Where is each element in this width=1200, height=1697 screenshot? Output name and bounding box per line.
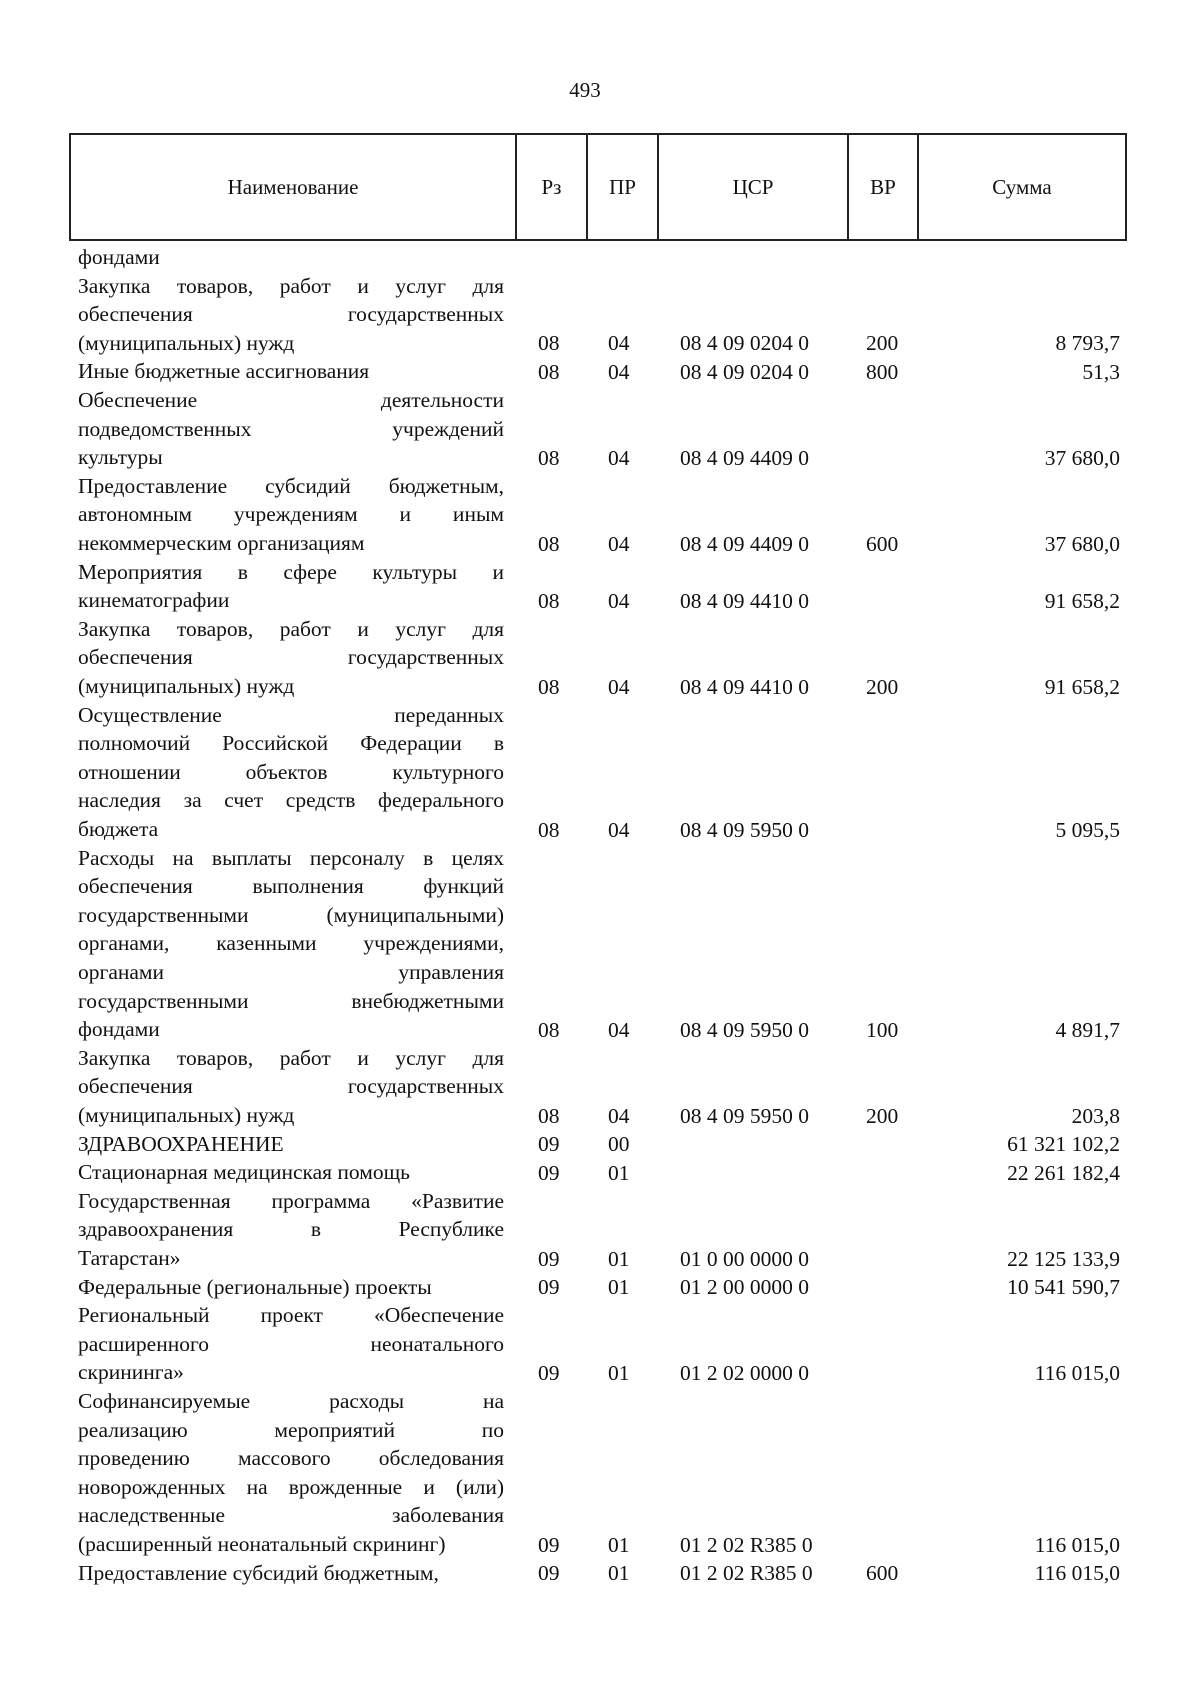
row-name-line: Закупка товаров, работ и услуг для <box>78 616 504 641</box>
row-rz: 09 <box>538 1275 560 1300</box>
row-vr: 200 <box>866 1103 899 1128</box>
table-row <box>0 386 1200 472</box>
row-sum: 61 321 102,2 <box>1007 1132 1120 1157</box>
table-row <box>0 1559 1200 1588</box>
header-pr: ПР <box>588 135 659 239</box>
row-name-line: Государственная программа «Развитие <box>78 1188 504 1213</box>
row-name <box>78 1387 504 1559</box>
row-name-line: наследственные заболевания <box>78 1503 504 1528</box>
table-row <box>0 701 1200 844</box>
table-row <box>0 1387 1200 1559</box>
row-pr: 04 <box>608 588 630 613</box>
row-name <box>78 1187 504 1273</box>
row-vr: 600 <box>866 531 899 556</box>
row-name <box>78 1130 504 1159</box>
row-vr: 200 <box>866 331 899 356</box>
table-row <box>0 1273 1200 1302</box>
row-name-line: Осуществление переданных <box>78 702 504 727</box>
row-name-line: автономным учреждениям и иным <box>78 502 504 527</box>
row-name-line: расширенного неонатального <box>78 1331 504 1356</box>
header-vr: ВР <box>849 135 919 239</box>
table-row <box>0 1044 1200 1130</box>
row-sum: 116 015,0 <box>1034 1532 1120 1557</box>
row-pr: 01 <box>608 1275 630 1300</box>
row-sum: 116 015,0 <box>1034 1360 1120 1385</box>
row-vr: 100 <box>866 1017 899 1042</box>
table-row <box>0 1130 1200 1159</box>
row-sum: 116 015,0 <box>1034 1561 1120 1586</box>
row-sum: 51,3 <box>1082 359 1120 384</box>
row-rz: 08 <box>538 531 560 556</box>
row-rz: 08 <box>538 331 560 356</box>
row-name-line: Иные бюджетные ассигнования <box>78 359 370 384</box>
row-csr: 08 4 09 4409 0 <box>680 445 809 470</box>
row-pr: 04 <box>608 1017 630 1042</box>
row-name-line: (муниципальных) нужд <box>78 673 295 698</box>
row-rz: 08 <box>538 1017 560 1042</box>
row-rz: 08 <box>538 674 560 699</box>
row-sum: 203,8 <box>1071 1103 1120 1128</box>
table-row <box>0 1187 1200 1273</box>
row-pr: 04 <box>608 331 630 356</box>
header-sum: Сумма <box>992 174 1052 199</box>
row-name-line: новорожденных на врожденные и (или) <box>78 1474 504 1499</box>
row-name-line: органами, казенными учреждениями, <box>78 931 504 956</box>
row-name-line: Закупка товаров, работ и услуг для <box>78 1045 504 1070</box>
row-rz: 08 <box>538 817 560 842</box>
row-name-line: обеспечения выполнения функций <box>78 874 504 899</box>
row-rz: 09 <box>538 1132 560 1157</box>
row-name <box>78 357 504 386</box>
row-name-line: некоммерческим организациям <box>78 530 365 555</box>
row-csr: 08 4 09 0204 0 <box>680 359 809 384</box>
row-csr: 08 4 09 4409 0 <box>680 531 809 556</box>
row-name-line: скрининга» <box>78 1360 184 1385</box>
row-name-line: ЗДРАВООХРАНЕНИЕ <box>78 1131 284 1156</box>
header-csr: ЦСР <box>659 135 849 239</box>
table-header <box>69 133 1127 241</box>
row-sum: 37 680,0 <box>1044 531 1120 556</box>
row-pr: 01 <box>608 1160 630 1185</box>
row-csr: 01 2 02 R385 0 <box>680 1561 813 1586</box>
row-sum: 5 095,5 <box>1055 817 1120 842</box>
table-row <box>0 357 1200 386</box>
row-pr: 01 <box>608 1246 630 1271</box>
row-csr: 08 4 09 5950 0 <box>680 1103 809 1128</box>
row-rz: 08 <box>538 359 560 384</box>
row-csr: 08 4 09 5950 0 <box>680 1017 809 1042</box>
row-name-line: наследия за счет средств федерального <box>78 788 504 813</box>
table-row <box>0 844 1200 1044</box>
row-name-line: государственными (муниципальными) <box>78 902 504 927</box>
row-sum: 22 125 133,9 <box>1007 1246 1120 1271</box>
row-name-line: обеспечения государственных <box>78 1074 504 1099</box>
row-rz: 09 <box>538 1360 560 1385</box>
row-sum: 8 793,7 <box>1055 331 1120 356</box>
row-pr: 01 <box>608 1360 630 1385</box>
row-name-line: здравоохранения в Республике <box>78 1217 504 1242</box>
row-pr: 04 <box>608 1103 630 1128</box>
row-rz: 08 <box>538 1103 560 1128</box>
row-name-line: проведению массового обследования <box>78 1446 504 1471</box>
table-row <box>0 615 1200 701</box>
row-rz: 09 <box>538 1160 560 1185</box>
row-pr: 00 <box>608 1132 630 1157</box>
row-name-line: Мероприятия в сфере культуры и <box>78 559 504 584</box>
row-name-line: Софинансируемые расходы на <box>78 1389 504 1413</box>
row-name <box>78 1273 504 1302</box>
row-name <box>78 844 504 1044</box>
row-name-line: кинематографии <box>78 588 230 613</box>
row-name-line: Предоставление субсидий бюджетным, <box>78 473 504 498</box>
row-name <box>78 558 504 615</box>
row-name-line: культуры <box>78 445 163 470</box>
row-rz: 09 <box>538 1561 560 1586</box>
row-rz: 09 <box>538 1532 560 1557</box>
row-name-line: реализацию мероприятий по <box>78 1417 504 1442</box>
row-name <box>78 472 504 558</box>
row-name-line: государственными внебюджетными <box>78 988 504 1013</box>
row-name-line: подведомственных учреждений <box>78 416 504 441</box>
row-name-line: (расширенный неонатальный скрининг) <box>78 1531 446 1556</box>
row-rz: 08 <box>538 588 560 613</box>
table-row <box>0 558 1200 615</box>
row-pr: 04 <box>608 531 630 556</box>
row-csr: 08 4 09 4410 0 <box>680 588 809 613</box>
row-rz: 08 <box>538 445 560 470</box>
row-name-line: обеспечения государственных <box>78 645 504 670</box>
row-name <box>78 1301 504 1387</box>
row-name <box>78 272 504 358</box>
row-name-line: Татарстан» <box>78 1245 181 1270</box>
table-row <box>0 472 1200 558</box>
header-rz: Рз <box>517 135 588 239</box>
row-pr: 04 <box>608 817 630 842</box>
row-name <box>78 386 504 472</box>
row-name-line: Обеспечение деятельности <box>78 388 504 412</box>
row-name-line: полномочий Российской Федерации в <box>78 731 504 756</box>
row-rz: 09 <box>538 1246 560 1271</box>
row-csr: 08 4 09 0204 0 <box>680 331 809 356</box>
row-csr: 08 4 09 5950 0 <box>680 817 809 842</box>
row-sum: 4 891,7 <box>1055 1017 1120 1042</box>
row-name-line: Предоставление субсидий бюджетным, <box>78 1560 439 1585</box>
row-name <box>78 1559 504 1588</box>
row-vr: 600 <box>866 1561 899 1586</box>
row-csr: 01 2 02 0000 0 <box>680 1360 809 1385</box>
row-name-line: Федеральные (региональные) проекты <box>78 1274 432 1299</box>
row-csr: 01 0 00 0000 0 <box>680 1246 809 1271</box>
row-vr: 200 <box>866 674 899 699</box>
row-pr: 04 <box>608 359 630 384</box>
row-name-line: фондами <box>78 245 160 269</box>
row-name-line: Региональный проект «Обеспечение <box>78 1303 504 1328</box>
row-name-line: органами управления <box>78 959 504 984</box>
row-name-line: обеспечения государственных <box>78 302 504 327</box>
row-name <box>78 1044 504 1130</box>
row-pr: 04 <box>608 674 630 699</box>
row-name-line: Расходы на выплаты персоналу в целях <box>78 845 504 870</box>
row-name <box>78 243 504 272</box>
row-name-line: бюджета <box>78 816 159 841</box>
row-name-line: Стационарная медицинская помощь <box>78 1160 410 1185</box>
page-number: 493 <box>569 78 601 102</box>
row-name-line: (муниципальных) нужд <box>78 330 295 355</box>
row-name <box>78 1158 504 1187</box>
row-sum: 10 541 590,7 <box>1007 1275 1120 1300</box>
row-sum: 22 261 182,4 <box>1007 1160 1120 1185</box>
row-name-line: фондами <box>78 1017 160 1042</box>
header-name: Наименование <box>71 135 517 239</box>
row-pr: 01 <box>608 1532 630 1557</box>
row-pr: 01 <box>608 1561 630 1586</box>
table-row <box>0 243 1200 272</box>
row-csr: 08 4 09 4410 0 <box>680 674 809 699</box>
row-pr: 04 <box>608 445 630 470</box>
table-row <box>0 1301 1200 1387</box>
row-name-line: Закупка товаров, работ и услуг для <box>78 273 504 298</box>
row-vr: 800 <box>866 359 899 384</box>
row-name-line: (муниципальных) нужд <box>78 1102 295 1127</box>
row-csr: 01 2 02 R385 0 <box>680 1532 813 1557</box>
row-sum: 37 680,0 <box>1044 445 1120 470</box>
row-csr: 01 2 00 0000 0 <box>680 1275 809 1300</box>
row-name <box>78 615 504 701</box>
row-name-line: отношении объектов культурного <box>78 759 504 784</box>
row-name <box>78 701 504 844</box>
row-sum: 91 658,2 <box>1044 588 1120 613</box>
table-row <box>0 1158 1200 1187</box>
table-row <box>0 272 1200 358</box>
row-sum: 91 658,2 <box>1044 674 1120 699</box>
